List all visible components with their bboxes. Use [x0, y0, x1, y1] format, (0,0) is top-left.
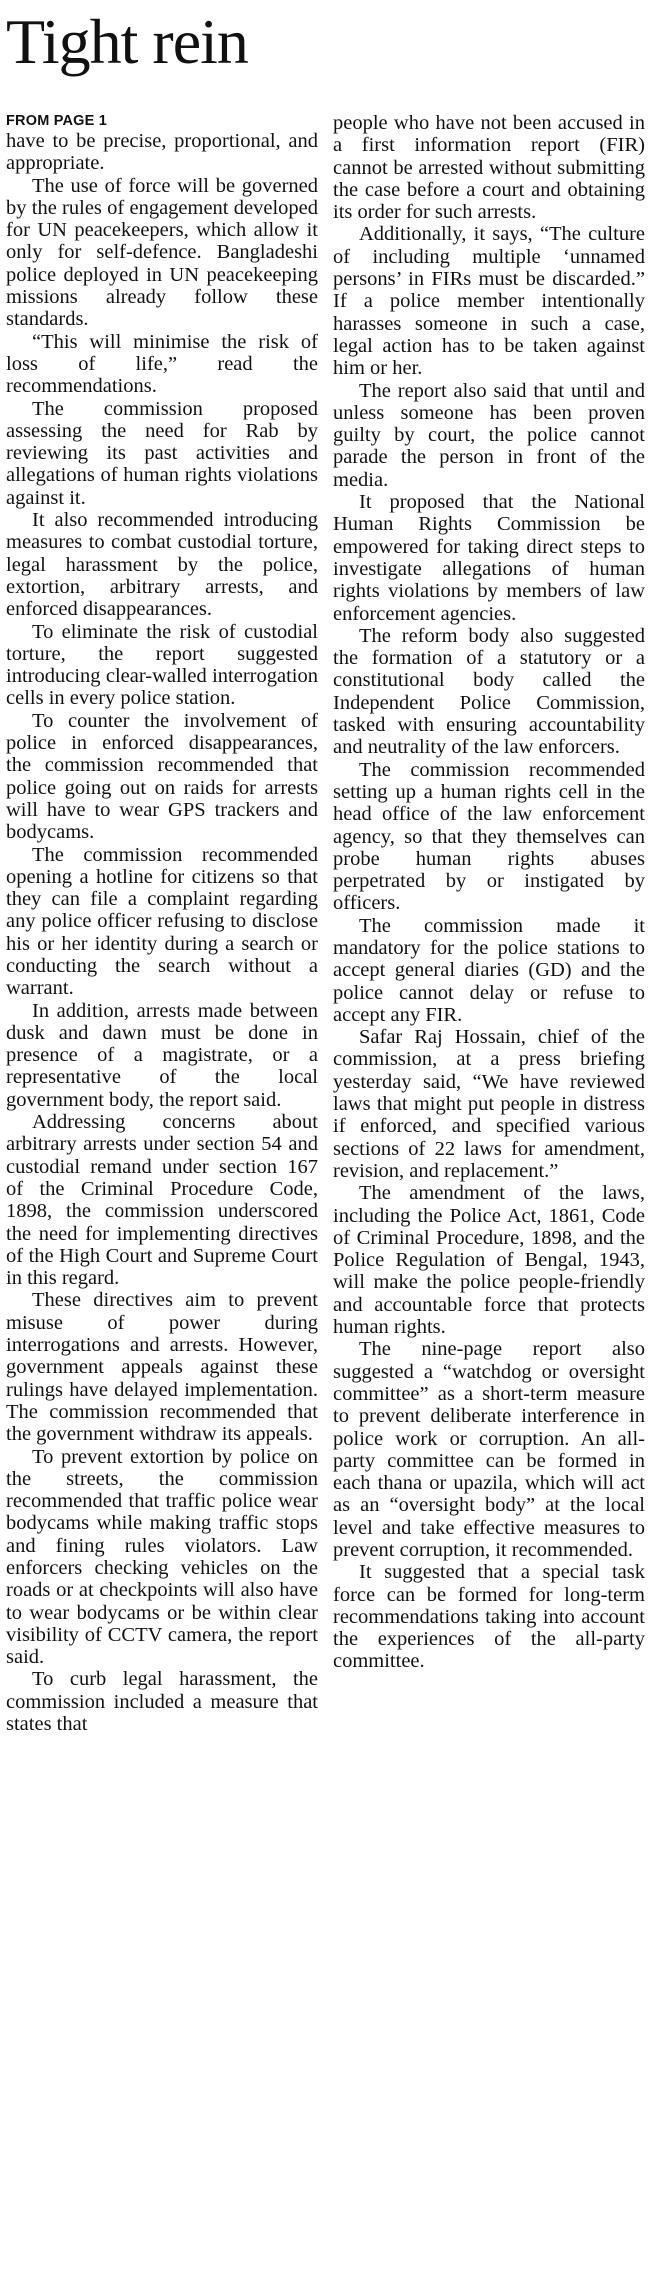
paragraph: The commission recommended setting up a human rights cell in the head office of the law enforcement agency, so that they themselves can probe human rights abuses perpetrated by or instigated by officers. — [333, 758, 645, 915]
paragraph: The commission proposed assessing the need for Rab by reviewing its past activities and allegations of human rights violations against it. — [6, 397, 318, 509]
paragraph: The commission made it mandatory for the police stations to accept general diaries (GD) and the police cannot delay or refuse to accept any FIR. — [333, 914, 645, 1026]
paragraph: have to be precise, proportional, and appropriate. — [6, 130, 318, 175]
paragraph: “This will minimise the risk of loss of life,” read the recommendations. — [6, 330, 318, 398]
paragraph: It suggested that a special task force can be formed for long-term recommendations taking into account the experiences of the all-party committee. — [333, 1561, 645, 1673]
kicker: FROM PAGE 1 — [6, 113, 108, 129]
left-column — [6, 112, 318, 1735]
paragraph: The use of force will be governed by the rules of engagement developed for UN peacekeepers, which allow it only for self-defence. Bangladeshi police deployed in UN peacekeeping missions already follow these standards. — [6, 174, 318, 331]
paragraph: It also recommended introducing measures to combat custodial torture, legal harassment by the police, extortion, arbitrary arrests, and enforced disappearances. — [6, 509, 318, 621]
paragraph: These directives aim to prevent misuse of power during interrogations and arrests. However, government appeals against these rulings have delayed implementation. The commission recommended that the government withdraw its appeals. — [6, 1289, 318, 1446]
paragraph: Safar Raj Hossain, chief of the commission, at a press briefing yesterday said, “We have reviewed laws that might put people in distress if enforced, and specified various sections of 22 laws for amendment, revision, and replacement.” — [333, 1026, 645, 1182]
paragraph: The reform body also suggested the formation of a statutory or a constitutional body called the Independent Police Commission, tasked with ensuring accountability and neutrality of the law enforcers. — [333, 624, 645, 759]
paragraph: To eliminate the risk of custodial torture, the report suggested introducing clear-walled interrogation cells in every police station. — [6, 620, 318, 710]
paragraph: To curb legal harassment, the commission included a measure that states that — [6, 1668, 318, 1736]
paragraph: In addition, arrests made between dusk and dawn must be done in presence of a magistrate, or a representative of the local government body, the report said. — [6, 999, 318, 1111]
paragraph: people who have not been accused in a first information report (FIR) cannot be arrested without submitting the case before a court and obtaining its order for such arrests. — [333, 112, 645, 224]
paragraph: The report also said that until and unless someone has been proven guilty by court, the police cannot parade the person in front of the media. — [333, 379, 645, 491]
right-column — [333, 112, 645, 1673]
headline: Tight rein — [6, 6, 248, 77]
paragraph: Addressing concerns about arbitrary arrests under section 54 and custodial remand under section 167 of the Criminal Procedure Code, 1898, the commission underscored the need for implementing directives of the High Court and Supreme Court in this regard. — [6, 1111, 318, 1290]
paragraph: It proposed that the National Human Rights Commission be empowered for taking direct steps to investigate allegations of human rights violations by members of law enforcement agencies. — [333, 491, 645, 625]
paragraph: To prevent extortion by police on the streets, the commission recommended that traffic police wear bodycams while making traffic stops and fining rules violators. Law enforcers checking vehicles on the roads or at checkpoints will also have to wear bodycams or be within clear visibility of CCTV camera, the report said. — [6, 1445, 318, 1669]
paragraph: To counter the involvement of police in enforced disappearances, the commission recommended that police going out on raids for arrests will have to wear GPS trackers and bodycams. — [6, 709, 318, 844]
paragraph: The amendment of the laws, including the Police Act, 1861, Code of Criminal Procedure, 1898, and the Police Regulation of Bengal, 1943, will make the police people-friendly and accountable force that protects human rights. — [333, 1182, 645, 1339]
paragraph: The nine-page report also suggested a “watchdog or oversight committee” as a short-term measure to prevent deliberate interference in police work or corruption. An all-party committee can be formed in each thana or upazila, which will act as an “oversight body” at the local level and take effective measures to prevent corruption, it recommended. — [333, 1338, 645, 1561]
paragraph: Additionally, it says, “The culture of including multiple ‘unnamed persons’ in FIRs must be discarded.” If a police member intentionally harasses someone in such a case, legal action has to be taken against him or her. — [333, 223, 645, 380]
paragraph: The commission recommended opening a hotline for citizens so that they can file a complaint regarding any police officer refusing to disclose his or her identity during a search or conducting the search without a warrant. — [6, 843, 318, 1000]
